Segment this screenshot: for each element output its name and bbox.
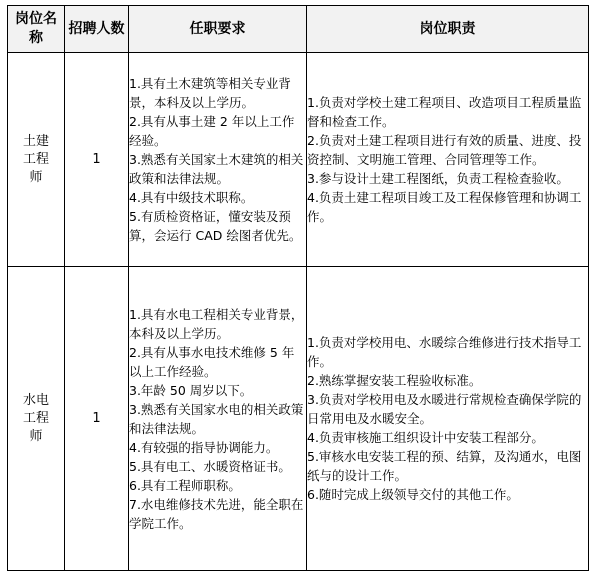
list-item: 1.负责对学校用电、水暖综合维修进行技术指导工作。 <box>307 335 582 369</box>
list-item: 4.负责审核施工组织设计中安装工程部分。 <box>307 430 544 445</box>
count-cell: 1 <box>65 267 129 571</box>
list-item: 4.有较强的指导协调能力。 <box>129 439 279 455</box>
header-duties: 岗位职责 <box>307 6 589 53</box>
list-item: 5.有质检资格证，懂安装及预算，会运行 CAD 绘图者优先。 <box>129 209 302 243</box>
list-item: 5.审核水电安装工程的预、结算，及沟通水，电图纸与的设计工作。 <box>307 449 582 483</box>
list-item: 6.具有工程师职称。 <box>129 477 241 493</box>
requirements-cell <box>129 267 307 571</box>
list-item: 1.具有水电工程相关专业背景，本科及以上学历。 <box>129 306 304 341</box>
job-table <box>7 5 589 571</box>
list-item: 3.熟悉有关国家水电的相关政策和法律法规。 <box>129 401 304 436</box>
list-item: 3.参与设计土建工程图纸，负责工程检查验收。 <box>307 171 569 186</box>
list-item: 1.具有土木建筑等相关专业背景，本科及以上学历。 <box>129 76 291 110</box>
list-item: 6.随时完成上级领导交付的其他工作。 <box>307 487 519 502</box>
duties-cell <box>307 53 589 267</box>
table-row <box>8 53 589 267</box>
table-row <box>8 267 589 571</box>
list-item: 2.负责对土建工程项目进行有效的质量、进度、投资控制、文明施工管理、合同管理等工作。 <box>307 133 582 167</box>
position-cell: 土建工程师 <box>8 53 65 267</box>
list-item: 2.熟练掌握安装工程验收标准。 <box>307 373 482 388</box>
list-item: 2.具有从事水电技术维修 5 年以上工作经验。 <box>129 344 295 379</box>
list-item: 2.具有从事土建 2 年以上工作经验。 <box>129 114 295 148</box>
header-count: 招聘人数 <box>65 6 129 53</box>
header-position: 岗位名称 <box>8 6 65 53</box>
list-item: 3.熟悉有关国家土木建筑的相关政策和法律法规。 <box>129 152 304 186</box>
duties-cell <box>307 267 589 571</box>
requirements-cell <box>129 53 307 267</box>
list-item: 7.水电维修技术先进，能全职在学院工作。 <box>129 496 304 531</box>
list-item: 3.负责对学校用电及水暖进行常规检查确保学院的日常用电及水暖安全。 <box>307 392 582 426</box>
count-cell: 1 <box>65 53 129 267</box>
header-requirements: 任职要求 <box>129 6 307 53</box>
list-item: 5.具有电工、水暖资格证书。 <box>129 458 291 474</box>
list-item: 1.负责对学校土建工程项目、改造项目工程质量监督和检查工作。 <box>307 95 582 129</box>
list-item: 4.具有中级技术职称。 <box>129 190 254 205</box>
list-item: 4.负责土建工程项目竣工及工程保修管理和协调工作。 <box>307 190 582 224</box>
list-item: 3.年龄 50 周岁以下。 <box>129 382 253 398</box>
position-cell: 水电工程师 <box>8 267 65 571</box>
header-row <box>8 6 589 53</box>
